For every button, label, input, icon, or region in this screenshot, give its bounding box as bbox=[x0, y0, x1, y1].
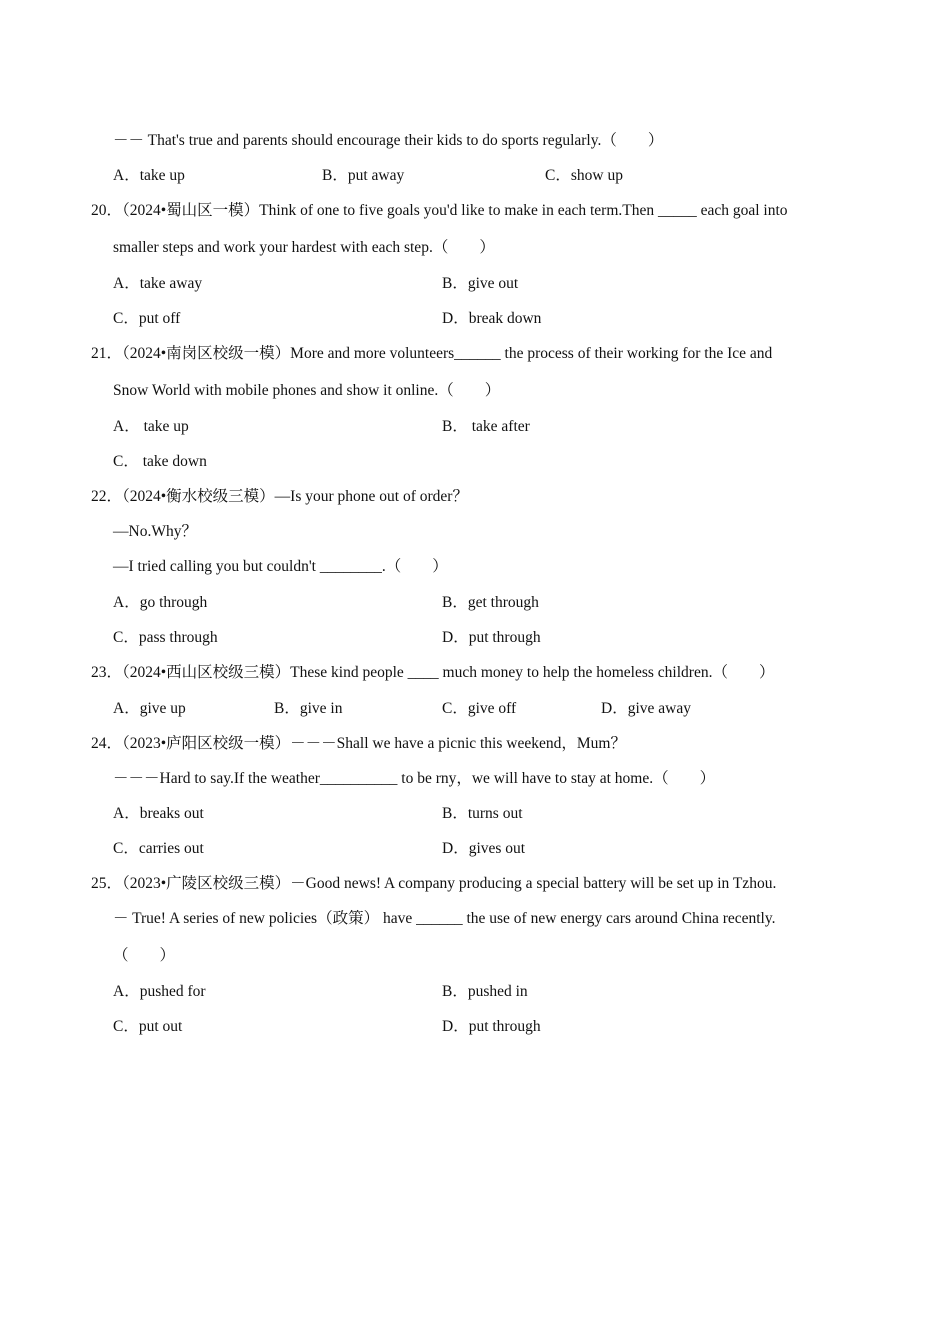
q25-option-d: D．put through bbox=[442, 1018, 541, 1035]
q25-stem-line2: － True! A series of new policies（政策） have ______ the use of new energy cars around China recently. bbox=[113, 910, 776, 927]
q25-option-a: A．pushed for bbox=[113, 983, 206, 1000]
q22-option-c: C．pass through bbox=[113, 629, 218, 646]
q19-option-a: A．take up bbox=[113, 167, 185, 184]
q20-option-d: D．break down bbox=[442, 310, 542, 327]
q19-line: －－ That's true and parents should encourage their kids to do sports regularly.（ ） bbox=[113, 132, 664, 149]
q20-stem-line1: 20．（2024•蜀山区一模）Think of one to five goals you'd like to make in each term.Then _____ each goal into bbox=[91, 202, 788, 219]
q22-stem-line2: —No.Why？ bbox=[113, 523, 197, 540]
q25-option-b: B．pushed in bbox=[442, 983, 528, 1000]
q21-option-c: C． take down bbox=[113, 453, 207, 470]
q25-option-c: C．put out bbox=[113, 1018, 183, 1035]
q23-option-a: A．give up bbox=[113, 700, 186, 717]
q22-option-d: D．put through bbox=[442, 629, 541, 646]
q23-option-c: C．give off bbox=[442, 700, 517, 717]
q22-option-b: B．get through bbox=[442, 594, 539, 611]
q25-stem-line3: （ ） bbox=[113, 947, 176, 964]
q20-option-b: B．give out bbox=[442, 275, 519, 292]
q22-stem-line1: 22．（2024•衡水校级三模）—Is your phone out of order？ bbox=[91, 488, 468, 505]
q24-stem-line1: 24．（2023•庐阳区校级一模）－－－Shall we have a picnic this weekend，Mum？ bbox=[91, 735, 626, 752]
q22-option-a: A．go through bbox=[113, 594, 208, 611]
q21-option-a: A． take up bbox=[113, 418, 189, 435]
q21-option-b: B． take after bbox=[442, 418, 530, 435]
q24-option-b: B．turns out bbox=[442, 805, 523, 822]
q24-option-a: A．breaks out bbox=[113, 805, 204, 822]
q23-stem-line1: 23．（2024•西山区校级三模）These kind people ____ much money to help the homeless children.（ ） bbox=[91, 664, 775, 681]
q23-option-d: D．give away bbox=[601, 700, 691, 717]
q24-option-d: D．gives out bbox=[442, 840, 526, 857]
q23-option-b: B．give in bbox=[274, 700, 343, 717]
q25-stem-line1: 25．（2023•广陵区校级三模）－Good news! A company producing a special battery will be set up in Tzhou. bbox=[91, 875, 777, 892]
q19-option-c: C．show up bbox=[545, 167, 623, 184]
q20-stem-line2: smaller steps and work your hardest with each step.（ ） bbox=[113, 239, 495, 256]
q24-option-c: C．carries out bbox=[113, 840, 204, 857]
q19-option-b: B．put away bbox=[322, 167, 405, 184]
q24-stem-line2: －－－Hard to say.If the weather__________ to be rny，we will have to stay at home.（ ） bbox=[113, 770, 716, 787]
q22-stem-line3: —I tried calling you but couldn't ________.（ ） bbox=[113, 558, 448, 575]
q20-option-c: C．put off bbox=[113, 310, 181, 327]
q20-option-a: A．take away bbox=[113, 275, 203, 292]
q21-stem-line2: Snow World with mobile phones and show it online.（ ） bbox=[113, 382, 501, 399]
q21-stem-line1: 21．（2024•南岗区校级一模）More and more volunteers______ the process of their working for the Ice and bbox=[91, 345, 773, 362]
